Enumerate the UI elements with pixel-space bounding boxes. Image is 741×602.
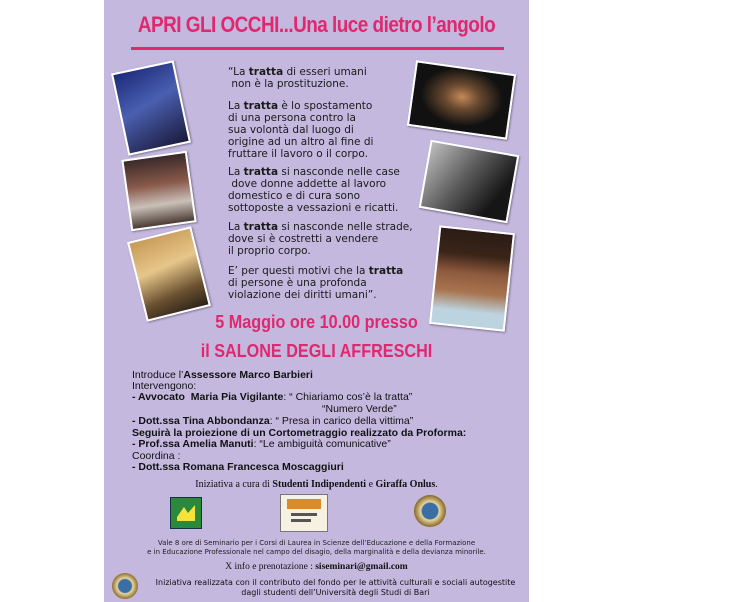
program-intervengono: Intervengono: bbox=[132, 380, 197, 392]
quote-1: “La tratta di esseri umani non è la prostituzione. bbox=[228, 66, 367, 90]
program-film: Seguirà la proiezione di un Cortometraggio realizzato da Proforma: bbox=[132, 427, 467, 439]
credits-line-1: Vale 8 ore di Seminario per i Corsi di Laurea in Scienze dell’Educazione e della Formazione bbox=[157, 539, 476, 547]
photo-woman-cleaning bbox=[121, 151, 196, 231]
poster bbox=[104, 0, 529, 602]
program-intro: Introduce l’Assessore Marco Barbieri bbox=[132, 369, 313, 381]
iniziativa-line: Iniziativa a cura di Studenti Indipendenti e Giraffa Onlus. bbox=[195, 479, 438, 490]
university-seal bbox=[414, 495, 446, 527]
event-venue: il SALONE DEGLI AFFRESCHI bbox=[200, 341, 433, 361]
program-speaker-1: - Avvocato Maria Pia Vigilante: “ Chiariamo cos’è la tratta” bbox=[132, 391, 413, 403]
quote-3: La tratta si nasconde nelle case dove donne addette al lavoro domestico e di cura sono sottoposte a vessazioni e ricatti. bbox=[228, 166, 400, 214]
program-speaker-1-talk-2: “Numero Verde” bbox=[322, 403, 397, 415]
info-line: X info e prenotazione : siseminari@gmail.com bbox=[225, 562, 408, 572]
title-underline bbox=[131, 47, 504, 50]
program-speaker-3: - Prof.ssa Amelia Manuti: “Le ambiguità comunicative” bbox=[132, 438, 391, 450]
university-seal-small bbox=[112, 573, 138, 599]
photo-shadow-figure bbox=[419, 140, 520, 224]
info-email[interactable]: siseminari@gmail.com bbox=[315, 562, 408, 572]
photo-street-woman bbox=[127, 226, 211, 322]
photo-man-with-child bbox=[111, 60, 191, 155]
program-speaker-2: - Dott.ssa Tina Abbondanza: “ Presa in carico della vittima” bbox=[132, 415, 414, 427]
program-speaker-4: - Dott.ssa Romana Francesca Moscaggiuri bbox=[132, 461, 344, 473]
quote-2: La tratta è lo spostamento di una persona contro la sua volontà dal luogo di origine ad un altro al fine di fruttare il lavoro o il corpo. bbox=[228, 100, 374, 160]
footer-text: Iniziativa realizzata con il contributo del fondo per le attività culturali e sociali autogestite dagli studenti dell’Università degli Studi di Bari bbox=[155, 578, 516, 597]
poster-title: APRI GLI OCCHI...Una luce dietro l’angolo bbox=[137, 12, 496, 37]
studenti-indipendenti-logo bbox=[170, 497, 202, 529]
event-date: 5 Maggio ore 10.00 presso bbox=[215, 312, 418, 332]
program-coordina: Coordina : bbox=[132, 450, 181, 462]
credits-line-2: e in Educazione Professionale nel campo del disagio, della marginalità e della devianza minorile. bbox=[147, 548, 486, 556]
quote-4: La tratta si nasconde nelle strade, dove si è costretti a vendere il proprio corpo. bbox=[228, 221, 413, 257]
giraffa-logo bbox=[280, 494, 328, 532]
quote-5: E’ per questi motivi che la tratta di persone è una profonda violazione dei diritti umani”. bbox=[228, 265, 404, 301]
